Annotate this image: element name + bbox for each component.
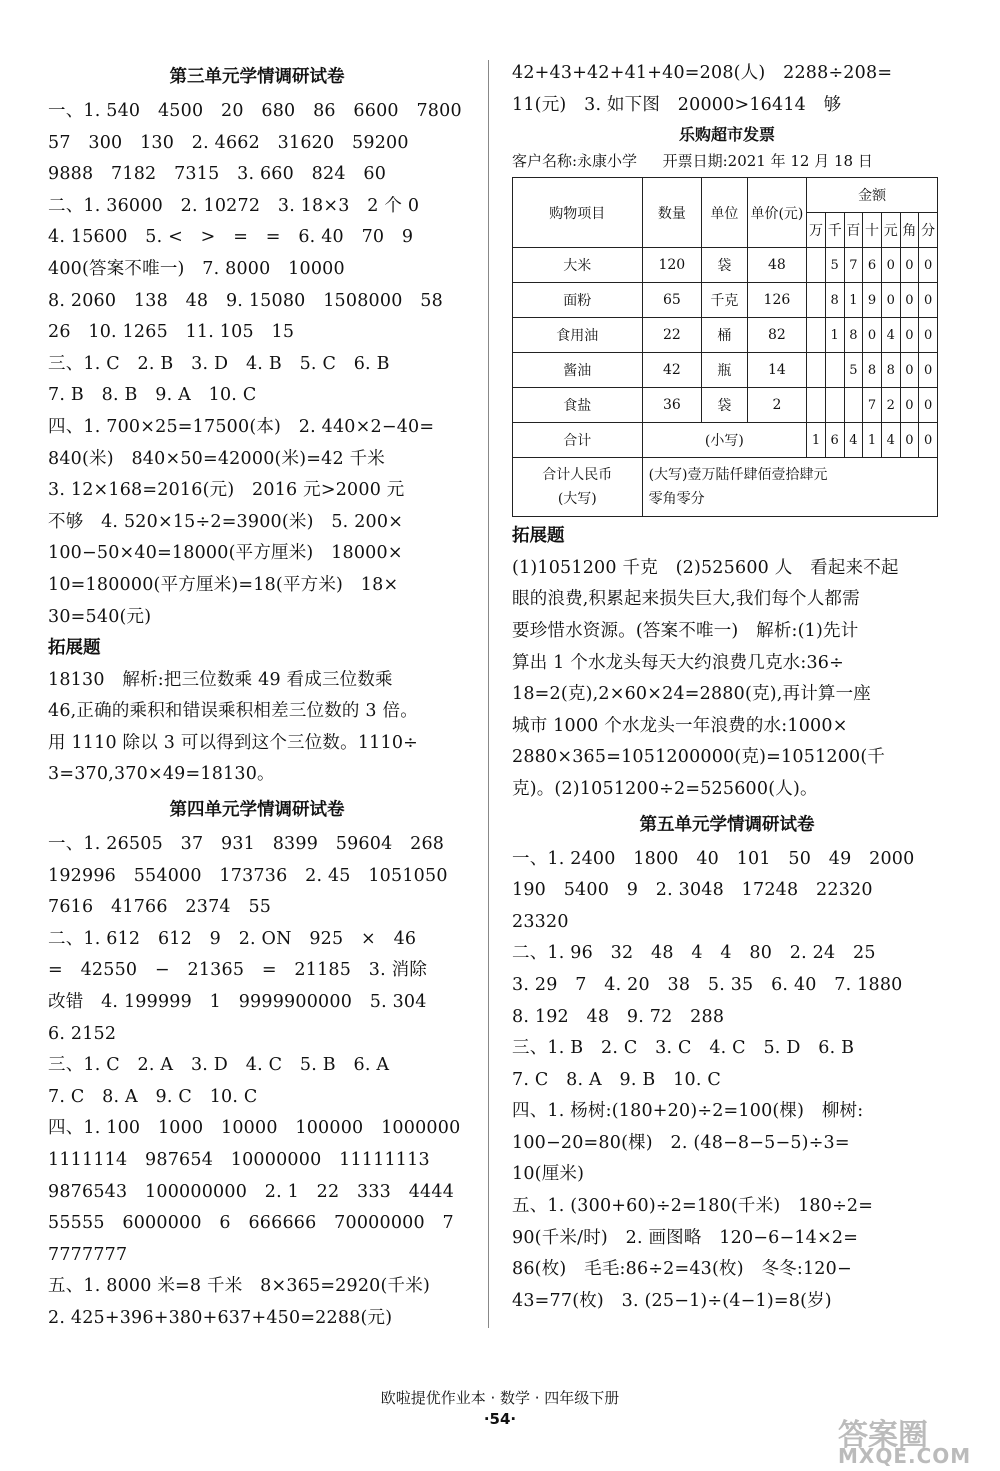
unit4-answers [48, 829, 466, 1335]
answer-line: 7. B 8. B 9. A 10. C [48, 385, 257, 406]
header-digit: 角 [900, 213, 919, 248]
unit4-continued-answers [512, 58, 942, 121]
left-column [48, 58, 466, 1335]
cell-digit: 9 [863, 283, 882, 318]
header-digit: 千 [825, 213, 844, 248]
cell-digit: 7 [844, 248, 863, 283]
answer-line: 五、1. 8000 米=8 千米 8×365=2920(千米) [48, 1276, 430, 1297]
answer-line: 90(千米/时) 2. 画图略 120−6−14×2= [512, 1227, 859, 1248]
answer-line: 三、1. C 2. B 3. D 4. B 5. C 6. B [48, 353, 390, 374]
cell-digit [807, 318, 826, 353]
answer-line: (1)1051200 千克 (2)525600 人 看起来不起 [512, 557, 899, 578]
cell-digit [807, 388, 826, 423]
answer-line: 改错 4. 199999 1 9999900000 5. 304 [48, 992, 427, 1013]
answer-line: 46,正确的乘积和错误乘积相差三位数的 3 倍。 [48, 701, 418, 722]
answer-line: 192996 554000 173736 2. 45 1051050 [48, 865, 448, 886]
answer-line: 10=180000(平方厘米)=18(平方米) 18× [48, 574, 399, 595]
answer-line: 10(厘米) [512, 1164, 585, 1185]
cell-digit: 1 [825, 318, 844, 353]
answer-line: 四、1. 杨树:(180+20)÷2=100(棵) 柳树: [512, 1101, 864, 1122]
total-digit: 0 [900, 423, 919, 458]
total-digit: 4 [844, 423, 863, 458]
answer-line: 43=77(枚) 3. (25−1)÷(4−1)=8(岁) [512, 1290, 832, 1311]
total-digit: 0 [919, 423, 938, 458]
invoice-row [513, 318, 938, 353]
cell-digit: 7 [863, 388, 882, 423]
cell-digit: 8 [844, 318, 863, 353]
answer-line: 55555 6000000 6 666666 70000000 7 [48, 1213, 454, 1234]
cell-item: 面粉 [513, 283, 643, 318]
book-title: 欧啦提优作业本 · 数学 · 四年级下册 [380, 1389, 620, 1407]
answer-line: 6. 2152 [48, 1023, 117, 1044]
answer-line: 3. 29 7 4. 20 38 5. 35 6. 40 7. 1880 [512, 974, 903, 995]
cell-price: 48 [747, 248, 807, 283]
cell-digit: 0 [900, 353, 919, 388]
answer-line: 一、1. 2400 1800 40 101 50 49 2000 [512, 848, 915, 869]
cell-item: 大米 [513, 248, 643, 283]
unit3-answers [48, 96, 466, 633]
header-item: 购物项目 [513, 178, 643, 248]
watermark-logo [838, 1410, 984, 1468]
answer-line: 18130 解析:把三位数乘 49 看成三位数乘 [48, 669, 393, 690]
total-label: 合计 [513, 423, 643, 458]
answer-line: 100−20=80(棵) 2. (48−8−5−5)÷3= [512, 1132, 850, 1153]
answer-line: 11(元) 3. 如下图 20000>16414 够 [512, 94, 842, 115]
answer-line: 2880×365=1051200000(克)=1051200(千 [512, 747, 886, 768]
header-digit: 十 [863, 213, 882, 248]
cell-unit: 袋 [702, 248, 748, 283]
column-divider [488, 60, 489, 1328]
answer-line: 眼的浪费,积累起来损失巨大,我们每个人都需 [512, 589, 860, 610]
rmb-label [513, 458, 643, 517]
header-amount: 金额 [807, 178, 938, 213]
header-digit: 万 [807, 213, 826, 248]
cell-unit: 桶 [702, 318, 748, 353]
answer-line: 城市 1000 个水龙头一年浪费的水:1000× [512, 715, 848, 736]
right-extension-title: 拓展题 [512, 526, 565, 547]
answer-line: 一、1. 540 4500 20 680 86 6600 7800 [48, 101, 462, 121]
answer-line: 用 1110 除以 3 可以得到这个三位数。1110÷ [48, 732, 419, 753]
answer-line: 三、1. B 2. C 3. C 4. C 5. D 6. B [512, 1038, 855, 1059]
watermark-url: MXQE.COM [838, 1444, 972, 1468]
cell-price: 14 [747, 353, 807, 388]
answer-line: 7616 41766 2374 55 [48, 897, 272, 918]
answer-line: 9888 7182 7315 3. 660 824 60 [48, 164, 387, 185]
answer-line: 3=370,370×49=18130。 [48, 764, 275, 785]
cell-unit: 瓶 [702, 353, 748, 388]
header-price: 单价(元) [747, 178, 807, 248]
cell-digit: 0 [900, 283, 919, 318]
total-digit: 6 [825, 423, 844, 458]
cell-qty: 36 [642, 388, 702, 423]
cell-digit [807, 248, 826, 283]
cell-price: 126 [747, 283, 807, 318]
cell-digit [844, 388, 863, 423]
invoice-rmb-row [513, 458, 938, 517]
unit5-title: 第五单元学情调研试卷 [639, 814, 815, 835]
answer-line: 二、1. 96 32 48 4 4 80 2. 24 25 [512, 943, 876, 964]
rmb-value [642, 458, 937, 517]
cell-digit: 5 [844, 353, 863, 388]
invoice-meta [512, 149, 942, 173]
cell-unit: 千克 [702, 283, 748, 318]
invoice-date: 开票日期:2021 年 12 月 18 日 [662, 152, 873, 171]
left-extension-title: 拓展题 [48, 638, 101, 659]
cell-digit: 0 [919, 248, 938, 283]
answer-line: 86(枚) 毛毛:86÷2=43(枚) 冬冬:120− [512, 1259, 852, 1280]
invoice-customer: 客户名称:永康小学 [512, 152, 638, 171]
invoice-row [513, 248, 938, 283]
header-digit: 元 [881, 213, 900, 248]
rmb-label-line2: (大写) [557, 491, 597, 508]
answer-line: 840(米) 840×50=42000(米)=42 千米 [48, 448, 385, 469]
answer-line: 三、1. C 2. A 3. D 4. C 5. B 6. A [48, 1055, 390, 1076]
cell-digit: 8 [825, 283, 844, 318]
cell-digit: 0 [919, 388, 938, 423]
answer-line: 算出 1 个水龙头每天大约浪费几克水:36÷ [512, 652, 844, 673]
cell-price: 82 [747, 318, 807, 353]
invoice-row [513, 283, 938, 318]
invoice-row [513, 353, 938, 388]
answer-line: 42+43+42+41+40=208(人) 2288÷208= [512, 63, 893, 83]
answer-line: 8. 192 48 9. 72 288 [512, 1006, 725, 1027]
answer-line: 7777777 [48, 1244, 128, 1265]
answer-line: 26 10. 1265 11. 105 15 [48, 322, 295, 343]
answer-line: 100−50×40=18000(平方厘米) 18000× [48, 543, 403, 564]
answer-line: 3. 12×168=2016(元) 2016 元>2000 元 [48, 480, 405, 501]
cell-price: 2 [747, 388, 807, 423]
answer-line: 四、1. 700×25=17500(本) 2. 440×2−40= [48, 416, 435, 437]
cell-digit [807, 353, 826, 388]
cell-item: 食盐 [513, 388, 643, 423]
cell-qty: 65 [642, 283, 702, 318]
total-digit: 1 [863, 423, 882, 458]
invoice-title: 乐购超市发票 [678, 125, 775, 145]
cell-digit: 0 [863, 318, 882, 353]
rmb-label-line1: 合计人民币 [542, 467, 613, 484]
answer-line: 7. C 8. A 9. C 10. C [48, 1086, 258, 1107]
total-digit: 1 [807, 423, 826, 458]
answer-line: 400(答案不唯一) 7. 8000 10000 [48, 258, 345, 279]
cell-qty: 22 [642, 318, 702, 353]
invoice-total-row [513, 423, 938, 458]
answer-line: 4. 15600 5. < > = = 6. 40 70 9 [48, 227, 414, 248]
cell-digit: 0 [900, 318, 919, 353]
total-digit: 4 [881, 423, 900, 458]
cell-digit: 8 [863, 353, 882, 388]
total-small-label: (小写) [642, 423, 807, 458]
header-qty: 数量 [642, 178, 702, 248]
invoice-row [513, 388, 938, 423]
cell-digit: 0 [881, 283, 900, 318]
cell-item: 食用油 [513, 318, 643, 353]
answer-line: 克)。(2)1051200÷2=525600(人)。 [512, 778, 818, 799]
rmb-value-line2: 零角零分 [648, 491, 705, 508]
cell-digit [825, 388, 844, 423]
rmb-value-line1: (大写)壹万陆仟肆佰壹拾肆元 [648, 467, 828, 484]
cell-digit [807, 283, 826, 318]
cell-digit: 5 [825, 248, 844, 283]
cell-digit [825, 353, 844, 388]
cell-digit: 4 [881, 318, 900, 353]
cell-digit: 0 [900, 388, 919, 423]
cell-digit: 2 [881, 388, 900, 423]
unit4-title: 第四单元学情调研试卷 [169, 800, 345, 821]
watermark-text: 答案圈 [838, 1418, 928, 1453]
answer-line: 1111114 987654 10000000 11111113 [48, 1150, 430, 1170]
cell-digit: 0 [919, 318, 938, 353]
right-extension-answers [512, 553, 942, 806]
answer-line: 7. C 8. A 9. B 10. C [512, 1069, 721, 1090]
unit5-answers [512, 844, 942, 1318]
cell-digit: 0 [919, 283, 938, 318]
answer-line: 30=540(元) [48, 606, 152, 627]
cell-item: 酱油 [513, 353, 643, 388]
invoice-table [512, 177, 938, 517]
answer-line: 要珍惜水资源。(答案不唯一) 解析:(1)先计 [512, 620, 859, 641]
left-extension-answers [48, 665, 466, 791]
cell-digit: 0 [881, 248, 900, 283]
answer-line: 190 5400 9 2. 3048 17248 22320 [512, 880, 873, 901]
answer-line: 23320 [512, 911, 569, 932]
answer-line: 四、1. 100 1000 10000 100000 1000000 [48, 1118, 461, 1139]
answer-line: 五、1. (300+60)÷2=180(千米) 180÷2= [512, 1196, 874, 1217]
answer-line: 不够 4. 520×15÷2=3900(米) 5. 200× [48, 511, 404, 532]
page-number: ·54· [483, 1410, 517, 1428]
answer-line: 9876543 100000000 2. 1 22 333 4444 [48, 1181, 455, 1202]
cell-digit: 6 [863, 248, 882, 283]
answer-line: 8. 2060 138 48 9. 15080 1508000 58 [48, 290, 443, 311]
cell-qty: 120 [642, 248, 702, 283]
header-digit: 分 [919, 213, 938, 248]
answer-line: 一、1. 26505 37 931 8399 59604 268 [48, 834, 445, 855]
cell-unit: 袋 [702, 388, 748, 423]
unit3-title: 第三单元学情调研试卷 [169, 67, 345, 87]
cell-digit: 1 [844, 283, 863, 318]
header-unit: 单位 [702, 178, 748, 248]
answer-line: 18=2(克),2×60×24=2880(克),再计算一座 [512, 684, 871, 705]
cell-digit: 0 [900, 248, 919, 283]
answer-line: = 42550 − 21365 = 21185 3. 消除 [48, 960, 428, 981]
right-column [512, 58, 942, 1317]
header-digit: 百 [844, 213, 863, 248]
cell-digit: 8 [881, 353, 900, 388]
cell-digit: 0 [919, 353, 938, 388]
cell-qty: 42 [642, 353, 702, 388]
answer-line: 2. 425+396+380+637+450=2288(元) [48, 1307, 393, 1328]
answer-line: 二、1. 36000 2. 10272 3. 18×3 2 个 0 [48, 195, 420, 216]
answer-line: 二、1. 612 612 9 2. ON 925 × 46 [48, 928, 417, 949]
answer-line: 57 300 130 2. 4662 31620 59200 [48, 132, 409, 153]
